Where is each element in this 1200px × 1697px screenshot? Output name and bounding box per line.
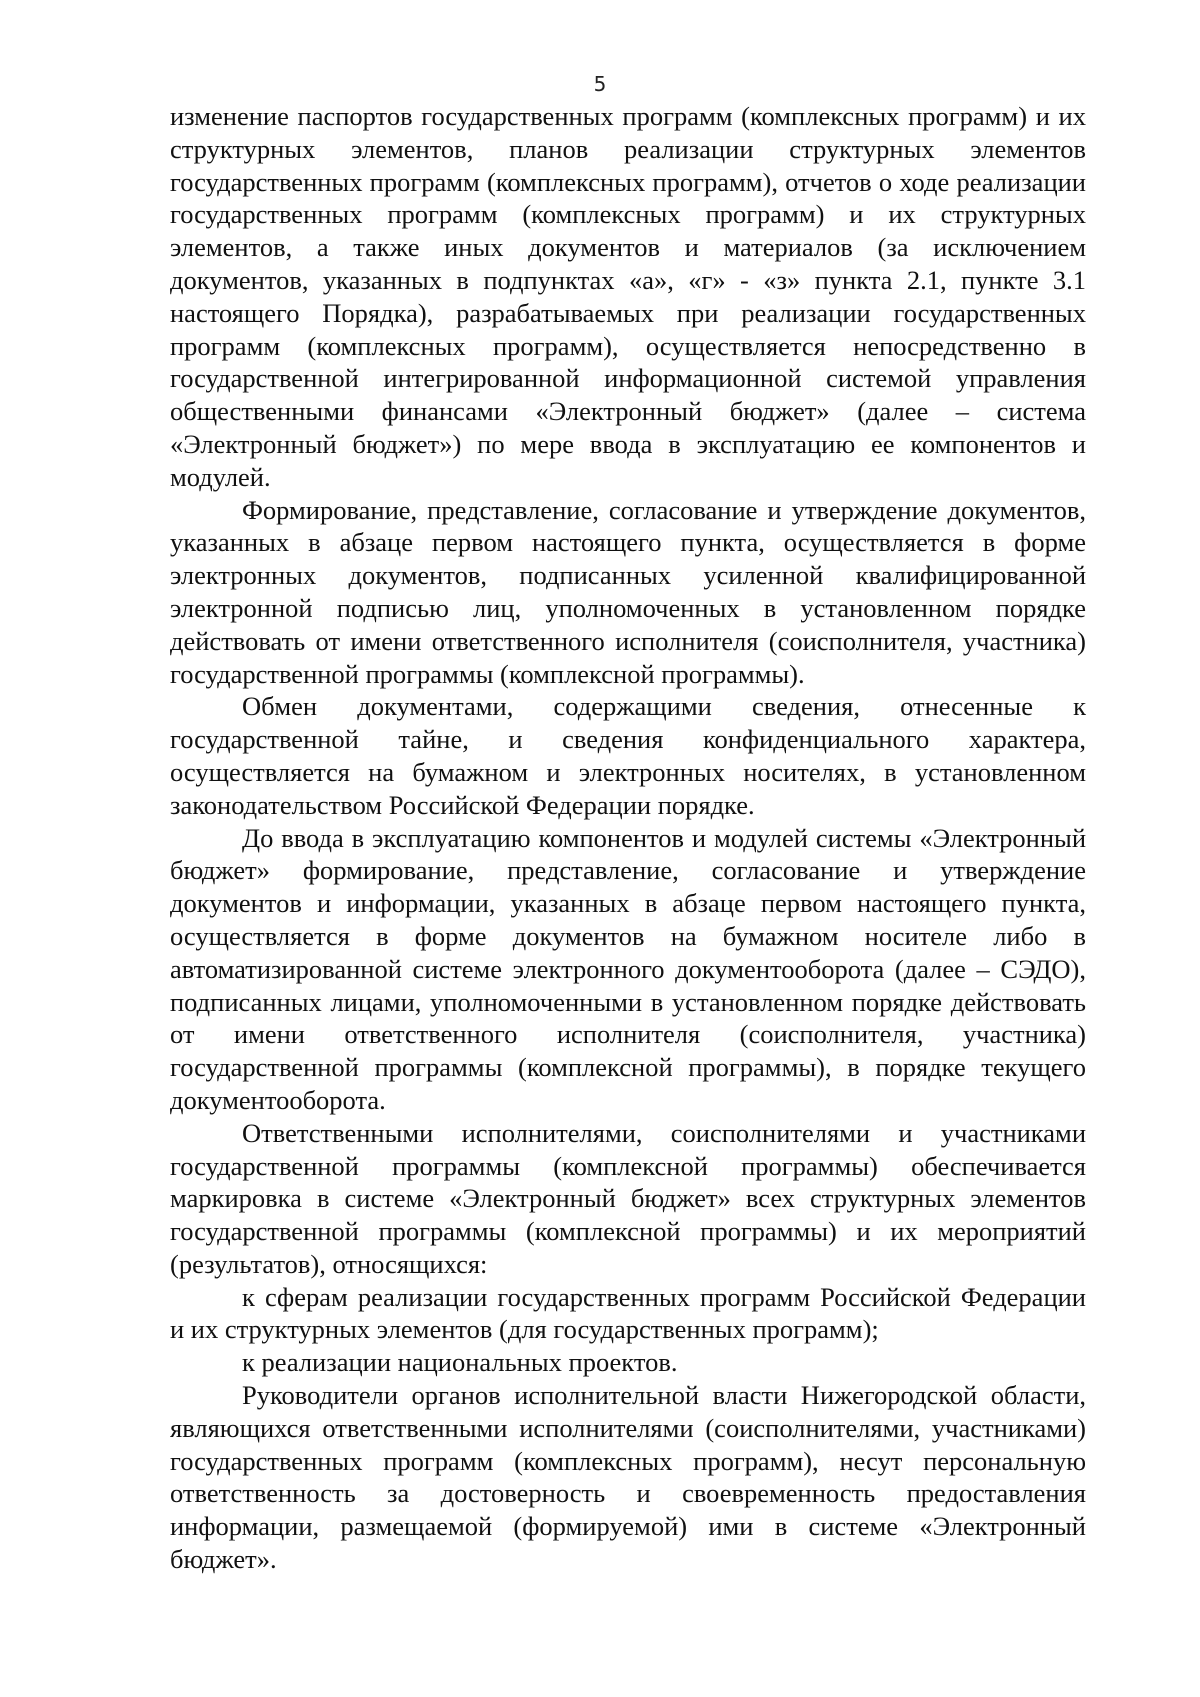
paragraph-classified-exchange: Обмен документами, содержащими сведения, отнесенные к государственной тайне, и сведения конфиденциального характера, осуществляется на бумажном и электронных носителях, в установленном законодательством Российской Федерации порядке. (170, 691, 1086, 820)
paragraph-continuation: изменение паспортов государственных программ (комплексных программ) и их структурных элементов, планов реализации структурных элементов государственных программ (комплексных программ), отчетов о ходе реализации государственных программ (комплексных программ) и их структурных элементов, а также иных документов и материалов (за исключением документов, указанных в подпунктах «а», «г» - «з» пункта 2.1, пункте 3.1 настоящего Порядка), разрабатываемых при реализации государственных программ (комплексных программ), осуществляется непосредственно в государственной интегрированной информационной системой управления общественными финансами «Электронный бюджет» (далее – система «Электронный бюджет») по мере ввода в эксплуатацию ее компонентов и модулей. (170, 101, 1086, 492)
paragraph-responsibility: Руководители органов исполнительной власти Нижегородской области, являющихся ответственными исполнителями (соисполнителями, участниками) государственных программ (комплексных программ), несут персональную ответственность за достоверность и своевременность предоставления информации, размещаемой (формируемой) ими в системе «Электронный бюджет». (170, 1380, 1086, 1575)
document-body (170, 100, 1086, 1576)
paragraph-before-commissioning: До ввода в эксплуатацию компонентов и модулей системы «Электронный бюджет» формирование, представление, согласование и утверждение документов и информации, указанных в абзаце первом настоящего пункта, осуществляется в форме документов на бумажном носителе либо в автоматизированной системе электронного документооборота (далее – СЭДО), подписанных лицами, уполномоченными в установленном порядке действовать от имени ответственного исполнителя (соисполнителя, участника) государственной программы (комплексной программы), в порядке текущего документооборота. (170, 822, 1086, 1115)
page-number: 5 (593, 72, 607, 96)
paragraph-marking-item-spheres: к сферам реализации государственных программ Российской Федерации и их структурных элементов (для государственных программ); (170, 1281, 1086, 1345)
paragraph-marking-item-national-projects: к реализации национальных проектов. (242, 1347, 678, 1378)
paragraph-marking: Ответственными исполнителями, соисполнителями и участниками государственной программы (комплексной программы) обеспечивается маркировка в системе «Электронный бюджет» всех структурных элементов государственной программы (комплексной программы) и их мероприятий (результатов), относящихся: (170, 1117, 1086, 1279)
paragraph-document-formation: Формирование, представление, согласование и утверждение документов, указанных в абзаце первом настоящего пункта, осуществляется в форме электронных документов, подписанных усиленной квалифицированной электронной подписью лиц, уполномоченных в установленном порядке действовать от имени ответственного исполнителя (соисполнителя, участника) государственной программы (комплексной программы). (170, 494, 1086, 689)
